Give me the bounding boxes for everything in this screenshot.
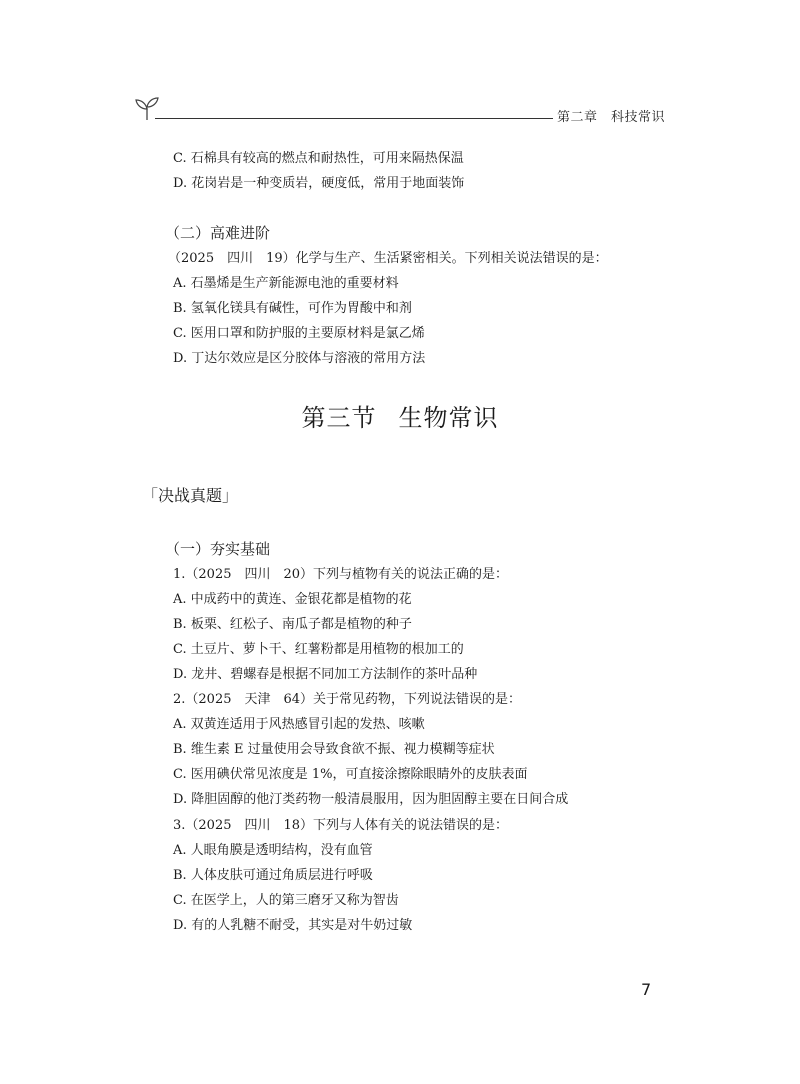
option-a: A. 石墨烯是生产新能源电池的重要材料 — [173, 276, 399, 291]
section-name: 生物常识 — [398, 404, 499, 432]
option-a: A. 中成药中的黄连、金银花都是植物的花 — [173, 592, 412, 607]
option-d: D. 有的人乳糖不耐受，其实是对牛奶过敏 — [173, 918, 413, 933]
running-header — [133, 96, 673, 126]
option-c: C. 石棉具有较高的燃点和耐热性，可用来隔热保温 — [173, 151, 464, 166]
chapter-title: 第二章 科技常识 — [557, 110, 666, 125]
option-c: C. 土豆片、萝卜干、红薯粉都是用植物的根加工的 — [173, 642, 464, 657]
option-c: C. 在医学上，人的第三磨牙又称为智齿 — [173, 893, 399, 908]
option-d: D. 降胆固醇的他汀类药物一般清晨服用，因为胆固醇主要在日间合成 — [173, 792, 569, 807]
block-title-text: 决战真题 — [158, 486, 223, 505]
question-stem: 1.（2025 四川 20）下列与植物有关的说法正确的是： — [173, 567, 509, 582]
option-d: D. 龙井、碧螺春是根据不同加工方法制作的茶叶品种 — [173, 667, 478, 682]
advanced-heading: （二）高难进阶 — [165, 224, 271, 242]
basics-heading: （一）夯实基础 — [165, 540, 271, 558]
option-b: B. 氢氧化镁具有碱性，可作为胃酸中和剂 — [173, 301, 412, 316]
open-bracket: 「 — [142, 486, 159, 505]
question-stem: 2.（2025 天津 64）关于常见药物，下列说法错误的是： — [173, 692, 522, 707]
option-b: B. 人体皮肤可通过角质层进行呼吸 — [173, 868, 373, 883]
page-number: 7 — [641, 980, 652, 999]
header-rule — [155, 118, 553, 119]
option-d: D. 花岗岩是一种变质岩，硬度低，常用于地面装饰 — [173, 176, 465, 191]
option-b: B. 维生素 E 过量使用会导致食欲不振、视力模糊等症状 — [173, 742, 495, 757]
option-c: C. 医用口罩和防护服的主要原材料是氯乙烯 — [173, 326, 425, 341]
option-a: A. 双黄连适用于风热感冒引起的发热、咳嗽 — [173, 717, 425, 732]
option-a: A. 人眼角膜是透明结构，没有血管 — [173, 843, 373, 858]
option-d: D. 丁达尔效应是区分胶体与溶液的常用方法 — [173, 351, 426, 366]
option-c: C. 医用碘伏常见浓度是 1%，可直接涂擦除眼睛外的皮肤表面 — [173, 767, 528, 782]
block-title — [142, 485, 238, 507]
close-bracket: 」 — [222, 486, 239, 505]
question-stem: （2025 四川 19）化学与生产、生活紧密相关。下列相关说法错误的是： — [168, 251, 608, 266]
option-b: B. 板栗、红松子、南瓜子都是植物的种子 — [173, 617, 412, 632]
section-title — [0, 402, 800, 434]
question-stem: 3.（2025 四川 18）下列与人体有关的说法错误的是： — [173, 818, 509, 833]
section-number: 第三节 — [301, 404, 377, 432]
